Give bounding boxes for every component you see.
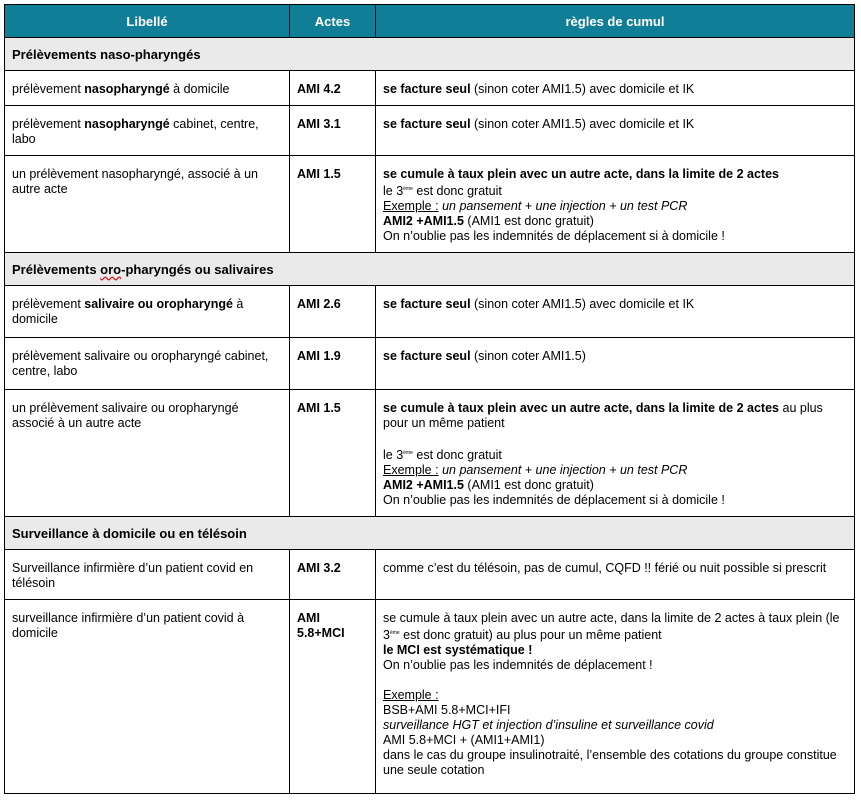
- libelle-cell: prélèvement nasopharyngé cabinet, centre, labo: [5, 106, 290, 156]
- header-regles: règles de cumul: [376, 5, 855, 38]
- regle-cell: se cumule à taux plein avec un autre acte, dans la limite de 2 actes le 3ème est donc gratuit Exemple : un pansement + une injection + un test PCR AMI2 +AMI1.5 (AMI1 est donc gratuit) On n’oublie pas les indemnités de déplacement si à domicile !: [376, 156, 855, 253]
- section-row: [5, 38, 855, 71]
- regle-cell: se cumule à taux plein avec un autre acte, dans la limite de 2 actes au plus pour un même patient le 3ème est donc gratuit Exemple : un pansement + une injection + un test PCR AMI2 +AMI1.5 (AMI1 est donc gratuit) On n’oublie pas les indemnités de déplacement si à domicile !: [376, 390, 855, 517]
- acte-cell: AMI 1.5: [290, 156, 376, 253]
- table-row: [5, 600, 855, 794]
- regle-cell: se facture seul (sinon coter AMI1.5): [376, 338, 855, 390]
- acte-cell: AMI 2.6: [290, 286, 376, 338]
- section-row: [5, 517, 855, 550]
- regle-cell: comme c’est du télésoin, pas de cumul, CQFD !! férié ou nuit possible si prescrit: [376, 550, 855, 600]
- header-actes: Actes: [290, 5, 376, 38]
- header-row: [5, 5, 855, 38]
- table-row: [5, 106, 855, 156]
- libelle-cell: prélèvement salivaire ou oropharyngé à domicile: [5, 286, 290, 338]
- table-row: [5, 156, 855, 253]
- regle-cell: se facture seul (sinon coter AMI1.5) avec domicile et IK: [376, 106, 855, 156]
- libelle-cell: surveillance infirmière d’un patient covid à domicile: [5, 600, 290, 794]
- section-naso: Prélèvements naso-pharyngés: [5, 38, 855, 71]
- section-surveillance: Surveillance à domicile ou en télésoin: [5, 517, 855, 550]
- regle-cell: se cumule à taux plein avec un autre acte, dans la limite de 2 actes à taux plein (le 3ème est donc gratuit) au plus pour un même patient le MCI est systématique ! On n’oublie pas les indemnités de déplacement ! Exemple : BSB+AMI 5.8+MCI+IFI surveillance HGT et injection d’insuline et surveillance covid AMI 5.8+MCI + (AMI1+AMI1) dans le cas du groupe insulinotraité, l’ensemble des cotations du groupe constitue une seule cotation: [376, 600, 855, 794]
- acte-cell: AMI 4.2: [290, 71, 376, 106]
- regle-cell: se facture seul (sinon coter AMI1.5) avec domicile et IK: [376, 286, 855, 338]
- section-oro: Prélèvements oro-pharyngés ou salivaires: [5, 253, 855, 286]
- acte-cell: AMI 3.1: [290, 106, 376, 156]
- acte-cell: AMI 5.8+MCI: [290, 600, 376, 794]
- regle-cell: se facture seul (sinon coter AMI1.5) avec domicile et IK: [376, 71, 855, 106]
- libelle-cell: un prélèvement salivaire ou oropharyngé associé à un autre acte: [5, 390, 290, 517]
- table-row: [5, 390, 855, 517]
- table-row: [5, 71, 855, 106]
- table-row: [5, 286, 855, 338]
- table-row: [5, 338, 855, 390]
- section-row: [5, 253, 855, 286]
- libelle-cell: Surveillance infirmière d’un patient covid en télésoin: [5, 550, 290, 600]
- libelle-cell: un prélèvement nasopharyngé, associé à un autre acte: [5, 156, 290, 253]
- acte-cell: AMI 3.2: [290, 550, 376, 600]
- cotation-table: [4, 4, 855, 794]
- acte-cell: AMI 1.9: [290, 338, 376, 390]
- acte-cell: AMI 1.5: [290, 390, 376, 517]
- header-libelle: Libellé: [5, 5, 290, 38]
- table-row: [5, 550, 855, 600]
- libelle-cell: prélèvement salivaire ou oropharyngé cabinet, centre, labo: [5, 338, 290, 390]
- libelle-cell: prélèvement nasopharyngé à domicile: [5, 71, 290, 106]
